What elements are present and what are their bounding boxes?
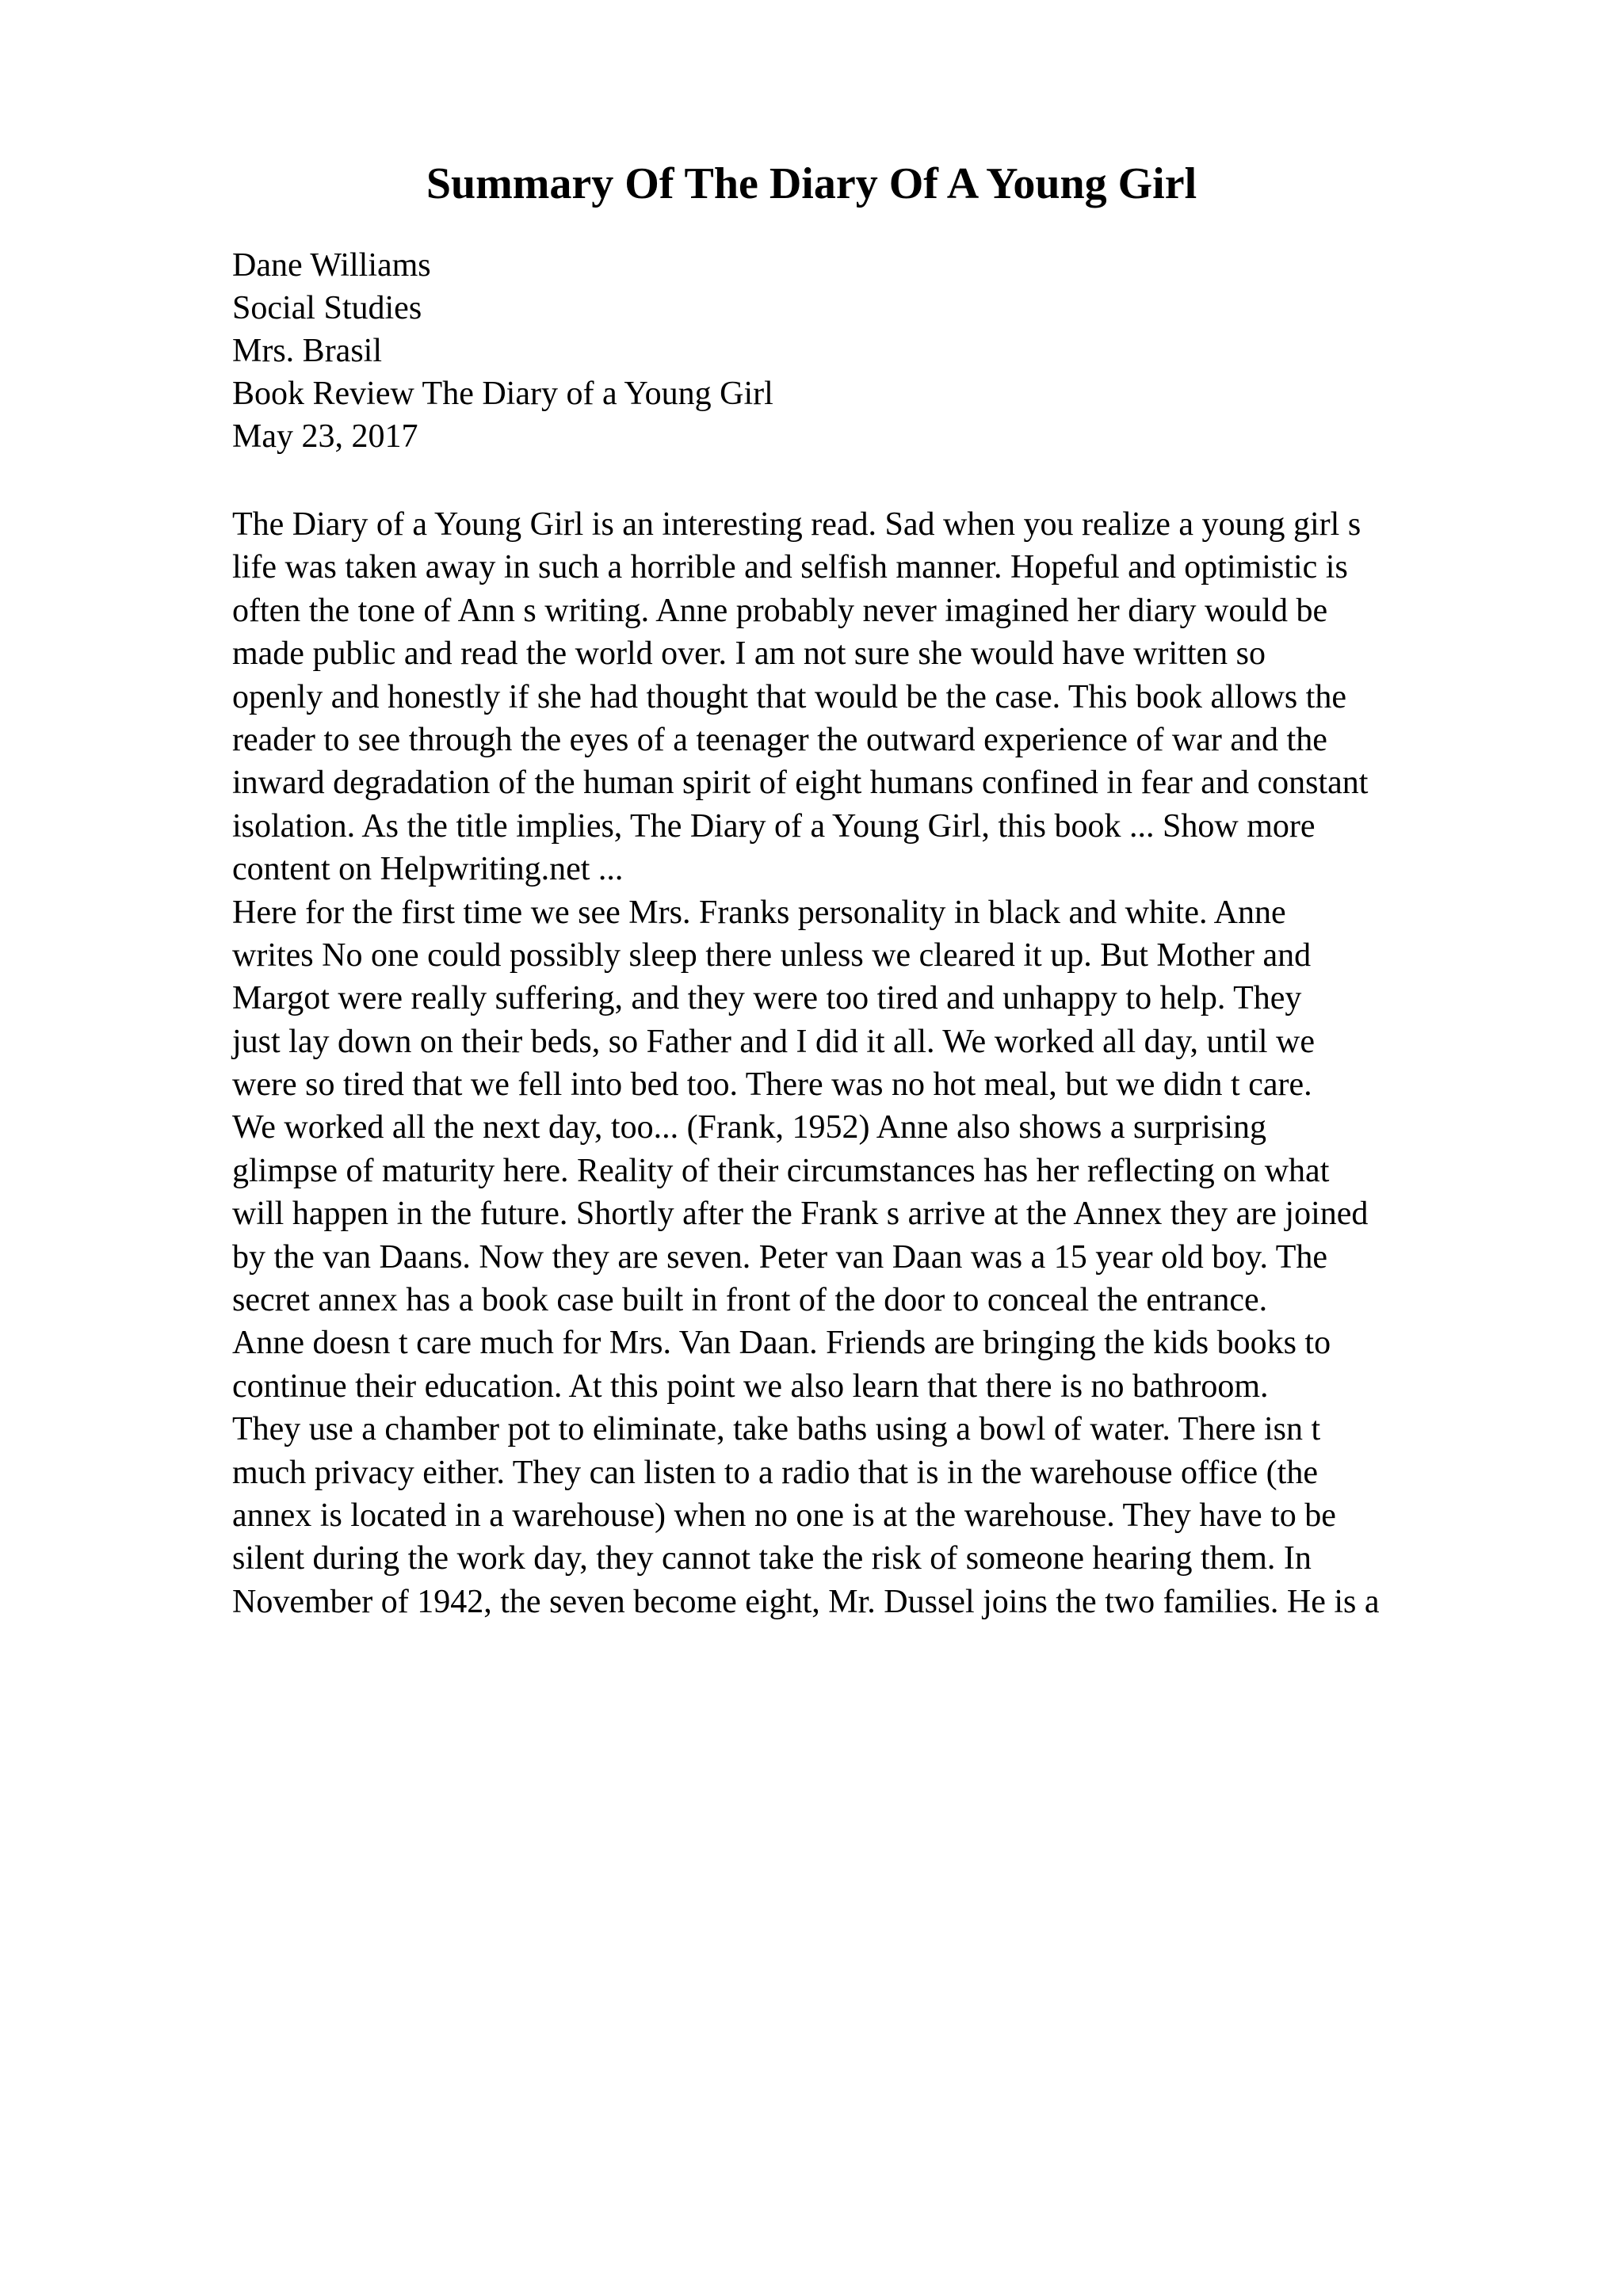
body-line: reader to see through the eyes of a teenager the outward experience of war and the [232,721,1327,758]
body-line: annex is located in a warehouse) when no one is at the warehouse. They have to be [232,1497,1336,1534]
body-line: life was taken away in such a horrible and selfish manner. Hopeful and optimistic is [232,549,1348,586]
body-line: by the van Daans. Now they are seven. Peter van Daan was a 15 year old boy. The [232,1238,1328,1276]
body-line: Margot were really suffering, and they were too tired and unhappy to help. They [232,980,1302,1017]
document-body [232,503,1516,1623]
body-line: much privacy either. They can listen to a radio that is in the warehouse office (the [232,1454,1318,1491]
body-line: often the tone of Ann s writing. Anne probably never imagined her diary would be [232,592,1328,629]
body-line: isolation. As the title implies, The Diary of a Young Girl, this book ... Show more [232,807,1316,845]
body-line: continue their education. At this point we also learn that there is no bathroom. [232,1367,1269,1405]
page-title: Summary Of The Diary Of A Young Girl [426,159,1197,208]
body-line: glimpse of maturity here. Reality of their circumstances has her reflecting on what [232,1152,1330,1189]
body-line: secret annex has a book case built in front of the door to conceal the entrance. [232,1282,1268,1319]
body-line: will happen in the future. Shortly after the Frank s arrive at the Annex they are joined [232,1196,1369,1233]
body-line: We worked all the next day, too... (Frank, 1952) Anne also shows a surprising [232,1109,1266,1146]
body-line: writes No one could possibly sleep there unless we cleared it up. But Mother and [232,936,1312,974]
body-line: Anne doesn t care much for Mrs. Van Daan. Friends are bringing the kids books to [232,1325,1331,1362]
body-line: Here for the first time we see Mrs. Franks personality in black and white. Anne [232,894,1286,931]
body-line: They use a chamber pot to eliminate, take baths using a bowl of water. There isn t [232,1411,1321,1448]
teacher-name: Mrs. Brasil [232,333,382,369]
author-name: Dane Williams [232,247,431,284]
document-header [232,244,1500,458]
body-line: made public and read the world over. I am not sure she would have written so [232,635,1266,673]
body-line: openly and honestly if she had thought that would be the case. This book allows the [232,678,1346,715]
course-name: Social Studies [232,290,422,326]
body-line: The Diary of a Young Girl is an interesting read. Sad when you realize a young girl s [232,506,1361,543]
body-line: content on Helpwriting.net ... [232,851,624,888]
body-line: inward degradation of the human spirit of eight humans confined in fear and constant [232,765,1369,802]
body-line: just lay down on their beds, so Father and I did it all. We worked all day, until we [232,1023,1316,1060]
assignment-title: Book Review The Diary of a Young Girl [232,376,773,412]
body-line: November of 1942, the seven become eight, Mr. Dussel joins the two families. He is a [232,1583,1380,1620]
body-line: silent during the work day, they cannot take the risk of someone hearing them. In [232,1540,1312,1577]
body-line: were so tired that we fell into bed too. There was no hot meal, but we didn t care. [232,1066,1312,1104]
document-date: May 23, 2017 [232,418,418,455]
